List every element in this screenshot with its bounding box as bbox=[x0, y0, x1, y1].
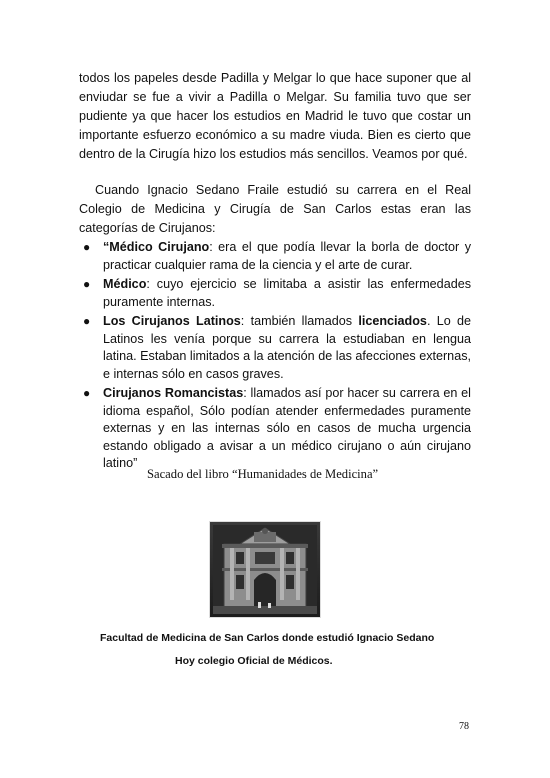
bullet-icon: ● bbox=[83, 277, 91, 291]
list-item bbox=[79, 385, 471, 473]
page-number: 78 bbox=[459, 721, 469, 732]
list-item bbox=[79, 239, 471, 274]
body-paragraph-1: todos los papeles desde Padilla y Melgar lo que hace suponer que al enviudar se fue a vivir a Padilla o Melgar. Su familia tuvo que ser pudiente ya que hacer los estudios en Madrid le tuvo que costar un importante esfuerzo económico a su madre viuda. Bien es cierto que dentro de la Cirugía hizo los estudios más sencillos. Veamos por qué. bbox=[79, 71, 471, 161]
list-item-text: : cuyo ejercicio se limitaba a asistir las enfermedades puramente internas. bbox=[103, 277, 471, 309]
surgeon-categories-list bbox=[79, 239, 471, 475]
list-item bbox=[79, 276, 471, 311]
bullet-icon: ● bbox=[83, 314, 91, 328]
body-paragraph-2: Cuando Ignacio Sedano Fraile estudió su carrera en el Real Colegio de Medicina y Cirugía de San Carlos estas eran las categorías de Cirujanos: bbox=[79, 183, 471, 235]
list-item-term: Los Cirujanos Latinos bbox=[103, 314, 241, 328]
list-item-text: : llamados así por hacer su carrera en el idioma español, Sólo podían atender enfermedades puramente externas y en las internas sólo en casos de mucha urgencia estando obligado a avisar a un médico cirujano o aún cirujano latino” bbox=[103, 386, 471, 470]
list-item-term: Médico bbox=[103, 277, 147, 291]
list-item bbox=[79, 313, 471, 383]
list-item-text: : también llamados bbox=[240, 314, 359, 328]
list-item-term: Cirujanos Romancistas bbox=[103, 386, 244, 400]
photo-caption-2: Hoy colegio Oficial de Médicos. bbox=[175, 655, 333, 667]
bullet-icon: ● bbox=[83, 240, 91, 254]
list-item-text: : era el que podía llevar la borla de doctor y practicar cualquier rama de la ciencia y el arte de curar. bbox=[103, 240, 471, 272]
building-photo-image bbox=[210, 522, 320, 617]
list-item-term: licenciados bbox=[358, 314, 427, 328]
building-photo bbox=[209, 521, 321, 618]
photo-caption-1: Facultad de Medicina de San Carlos donde estudió Ignacio Sedano bbox=[100, 632, 435, 644]
list-item-term: “Médico Cirujano bbox=[103, 240, 210, 254]
bullet-icon: ● bbox=[83, 386, 91, 400]
source-citation: Sacado del libro “Humanidades de Medicina” bbox=[147, 467, 379, 481]
list-item-text: . Lo de Latinos les venía porque su carrera la estudiaban en lengua latina. Estaban limitados a la atención de las afecciones externas, e internas sólo en casos graves. bbox=[103, 314, 471, 381]
